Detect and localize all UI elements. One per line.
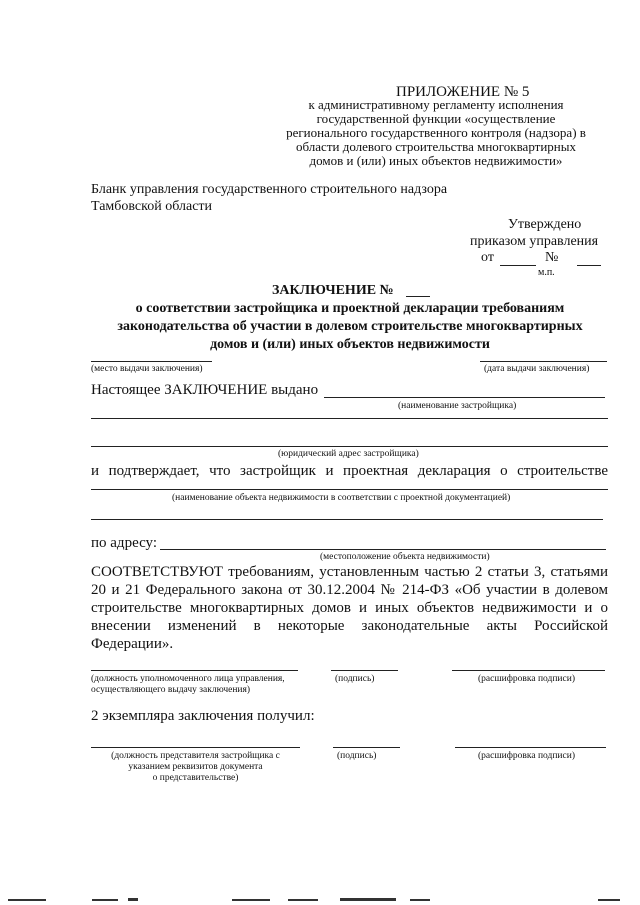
official-signature-caption: (подпись) xyxy=(335,674,375,684)
address-line xyxy=(160,549,606,550)
legal-address-caption: (юридический адрес застройщика) xyxy=(278,449,419,459)
official-signature-line xyxy=(331,670,398,671)
approved-date-line xyxy=(500,265,536,266)
heading-title: ЗАКЛЮЧЕНИЕ № xyxy=(272,283,394,298)
heading-line: законодательства об участии в долевом строительстве многоквартирных xyxy=(117,319,583,334)
issued-to-label: Настоящее ЗАКЛЮЧЕНИЕ выдано xyxy=(91,382,319,398)
date-line xyxy=(480,361,607,362)
conformity-line: 20 и 21 Федерального закона от 30.12.2004 № 214-ФЗ «Об участии в долевом xyxy=(91,582,608,598)
approved-number-line xyxy=(577,265,601,266)
representative-caption-line: (должность представителя застройщика с xyxy=(111,751,280,761)
representative-signature-caption: (подпись) xyxy=(337,751,377,761)
official-position-caption-1: (должность уполномоченного лица управления, xyxy=(91,674,285,684)
blank-line-1: Бланк управления государственного строительного надзора xyxy=(91,182,448,197)
object-name-line xyxy=(91,489,608,490)
stamp-place: м.п. xyxy=(538,267,555,278)
conformity-line: внесении изменений в некоторые законодательные акты Российской xyxy=(91,618,608,634)
legal-address-line xyxy=(91,446,608,447)
heading-number-line xyxy=(406,296,430,297)
address-label: по адресу: xyxy=(91,535,158,551)
developer-name-caption: (наименование застройщика) xyxy=(398,401,517,411)
conformity-line: строительстве многоквартирных домов и иных объектов недвижимости и о xyxy=(91,600,608,616)
conformity-line: СООТВЕТСТВУЮТ требованиям, установленным частью 2 статьи 3, статьями xyxy=(91,564,608,580)
heading-subtitle xyxy=(60,300,640,354)
approved-num-label: № xyxy=(545,250,559,265)
place-caption: (место выдачи заключения) xyxy=(91,364,203,374)
official-position-line xyxy=(91,670,298,671)
appendix-line: государственной функции «осуществление xyxy=(316,111,556,126)
representative-signature-line xyxy=(333,747,400,748)
object-name-caption: (наименование объекта недвижимости в соответствии с проектной документацией) xyxy=(172,493,511,503)
official-decode-line xyxy=(452,670,605,671)
appendix-line: к административному регламенту исполнения xyxy=(308,97,564,112)
developer-extra-line xyxy=(91,418,608,419)
representative-caption-line: о представительстве) xyxy=(152,773,239,783)
appendix-text xyxy=(250,98,622,168)
copies-received-label: 2 экземпляра заключения получил: xyxy=(91,708,315,724)
date-caption: (дата выдачи заключения) xyxy=(484,364,590,374)
conformity-text xyxy=(91,563,608,653)
heading-line: домов и (или) иных объектов недвижимости xyxy=(210,337,490,352)
heading-line: о соответствии застройщика и проектной декларации требованиям xyxy=(135,301,565,316)
representative-decode-caption: (расшифровка подписи) xyxy=(478,751,575,761)
confirms-text: и подтверждает, что застройщик и проектная декларация о строительстве xyxy=(91,463,608,479)
conformity-last-line: Федерации». xyxy=(91,636,174,652)
official-decode-caption: (расшифровка подписи) xyxy=(478,674,575,684)
representative-decode-line xyxy=(455,747,606,748)
scan-artifact-strip xyxy=(0,895,640,905)
object-name-extra-line xyxy=(91,519,603,520)
location-caption: (местоположение объекта недвижимости) xyxy=(320,552,490,562)
appendix-line: области долевого строительства многоквартирных xyxy=(296,139,576,154)
place-line xyxy=(91,361,212,362)
appendix-title: ПРИЛОЖЕНИЕ № 5 xyxy=(396,84,530,100)
developer-name-line xyxy=(324,397,605,398)
appendix-line: регионального государственного контроля (надзора) в xyxy=(286,125,586,140)
approved-label: Утверждено xyxy=(508,217,582,232)
approved-from-label: от xyxy=(481,250,494,265)
representative-position-line xyxy=(91,747,300,748)
approved-order: приказом управления xyxy=(470,234,599,249)
representative-position-caption xyxy=(91,751,300,784)
official-position-caption-2: осуществляющего выдачу заключения) xyxy=(91,685,251,695)
appendix-line: домов и (или) иных объектов недвижимости» xyxy=(309,153,563,168)
blank-line-2: Тамбовской области xyxy=(91,199,213,214)
representative-caption-line: указанием реквизитов документа xyxy=(128,762,263,772)
